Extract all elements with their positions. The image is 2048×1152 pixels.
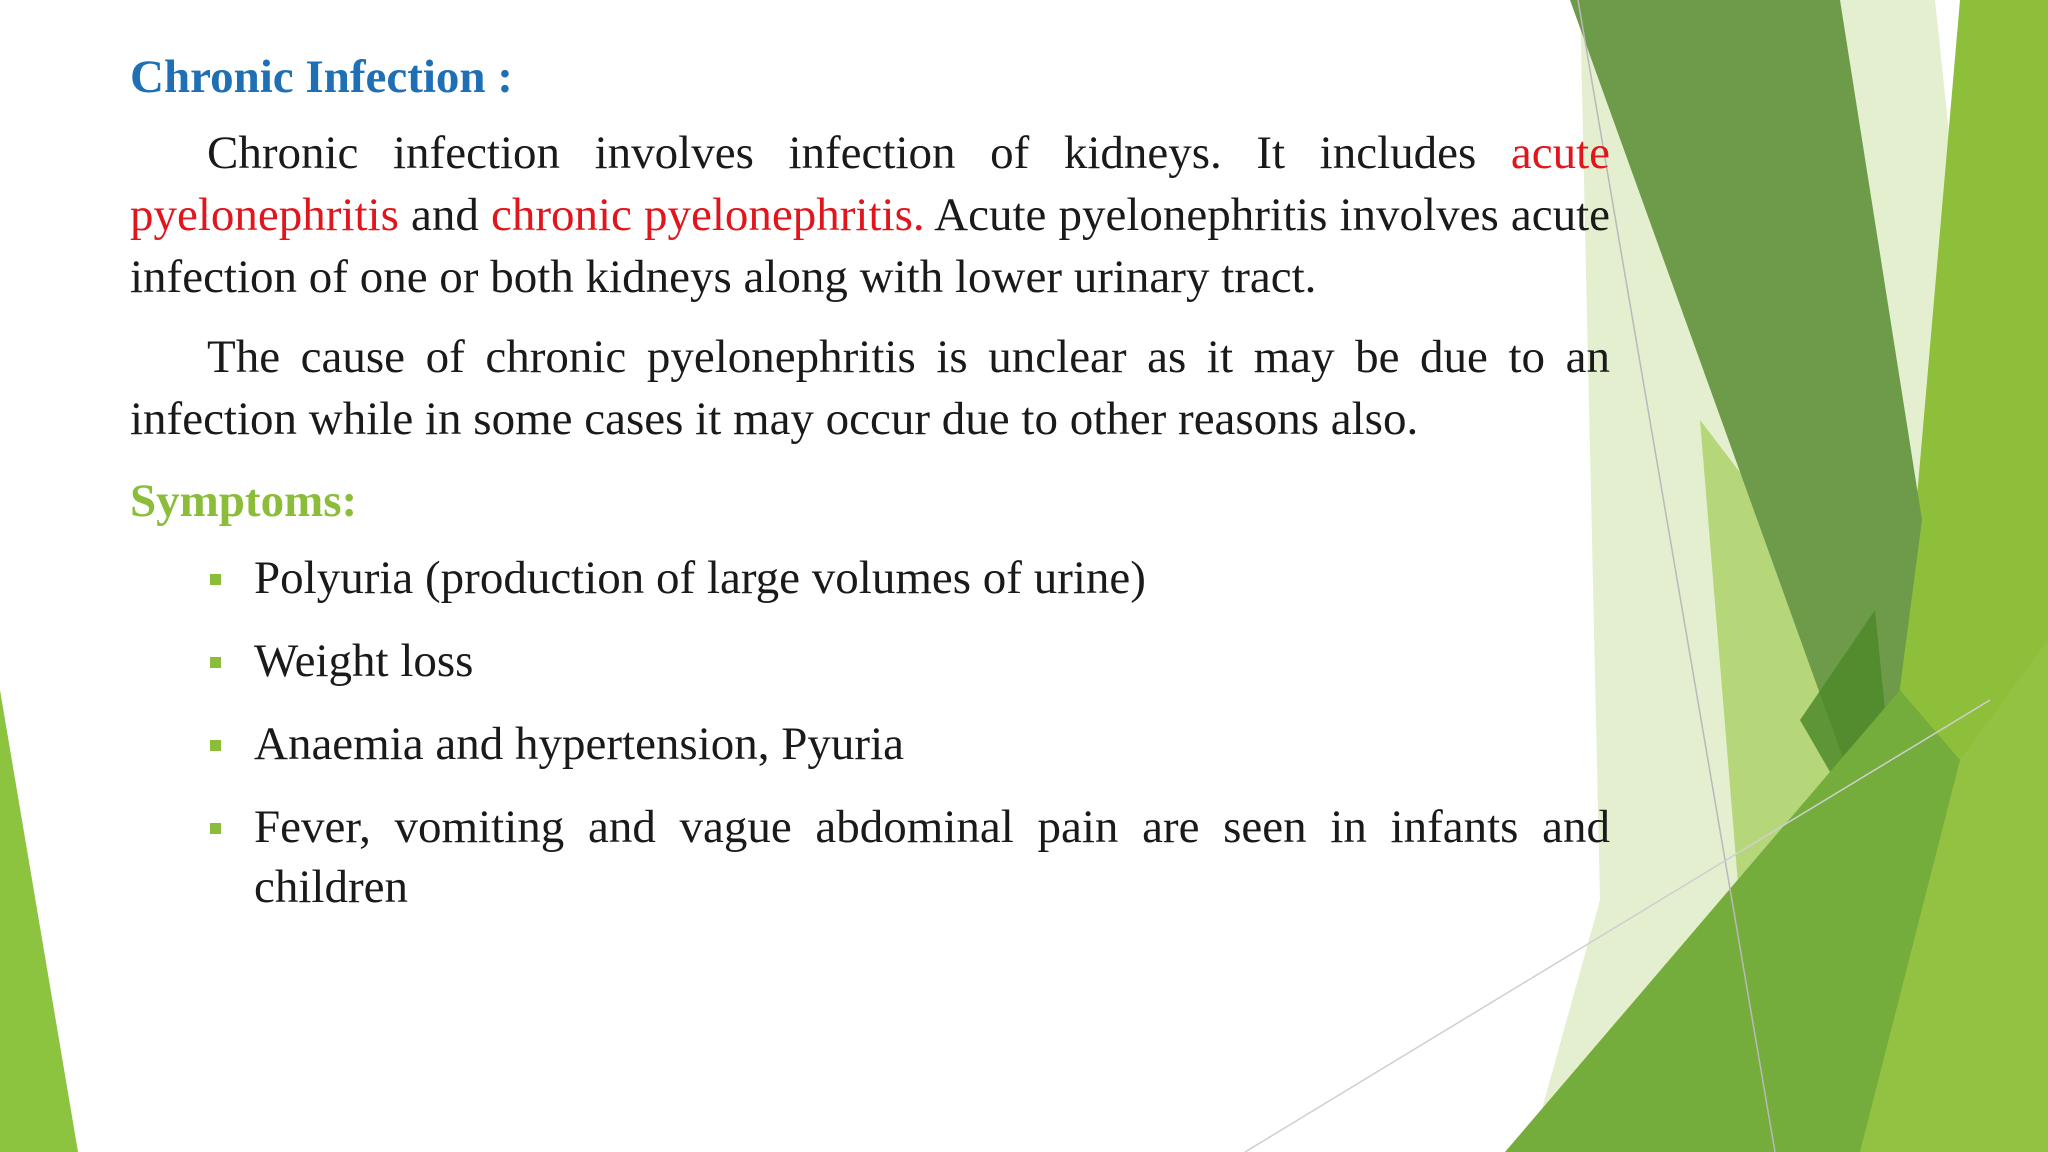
paragraph1-intro: Chronic infection involves infection of kidneys. It includes xyxy=(207,127,1511,179)
symptom-text: Polyuria (production of large volumes of urine) xyxy=(254,552,1146,604)
symptom-text: Weight loss xyxy=(254,635,474,687)
list-item xyxy=(130,797,1610,917)
symptom-text: Anaemia and hypertension, Pyuria xyxy=(254,718,904,770)
list-item xyxy=(130,548,1610,608)
list-item xyxy=(130,631,1610,691)
green-square-bullet-icon xyxy=(210,740,221,751)
paragraph-cause: The cause of chronic pyelonephritis is unclear as it may be due to an infection while in some cases it may occur due to other reasons also. xyxy=(130,331,1610,445)
paragraph-chronic-infection xyxy=(130,122,1610,308)
symptoms-heading: Symptoms: xyxy=(130,475,358,527)
symptom-text: Fever, vomiting and vague abdominal pain are seen in infants and children xyxy=(254,801,1610,913)
list-item xyxy=(130,714,1610,774)
paragraph1-and: and xyxy=(398,189,491,241)
term-acute-pyelonephritis: acute pyelonephritis xyxy=(130,127,1610,241)
slide-content xyxy=(130,44,1610,940)
symptoms-list xyxy=(130,548,1610,917)
green-square-bullet-icon xyxy=(210,574,221,585)
paragraph1-rest: Acute pyelonephritis involves acute infection of one or both kidneys along with lower urinary tract. xyxy=(130,189,1610,303)
left-green-sliver xyxy=(0,690,78,1152)
term-chronic-pyelonephritis: chronic pyelonephritis. xyxy=(490,189,925,241)
green-square-bullet-icon xyxy=(210,823,221,834)
chronic-infection-heading: Chronic Infection : xyxy=(130,51,513,103)
green-square-bullet-icon xyxy=(210,657,221,668)
